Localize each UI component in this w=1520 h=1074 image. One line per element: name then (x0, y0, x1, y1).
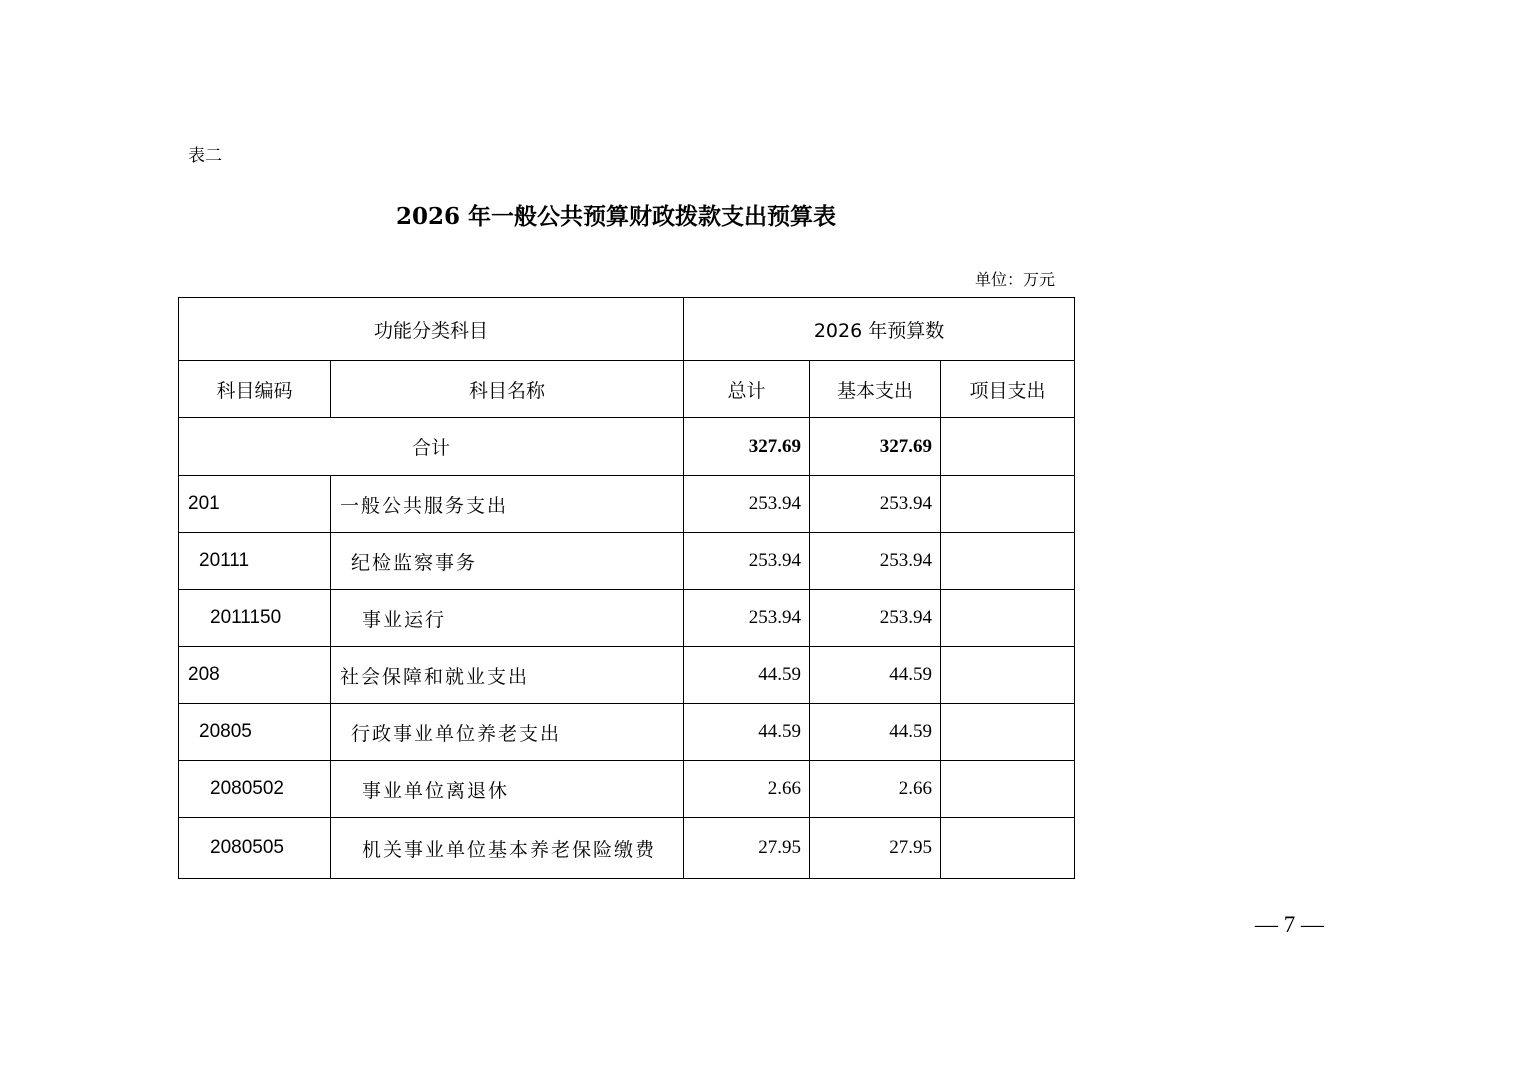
header-group-row (179, 298, 1075, 361)
table-row (179, 761, 1075, 818)
page-number: — 7 — (1255, 912, 1324, 937)
row-name: 事业单位离退休 (331, 761, 684, 818)
row-code: 20805 (179, 704, 331, 761)
row-project (941, 704, 1075, 761)
row-project (941, 476, 1075, 533)
row-total: 253.94 (684, 476, 810, 533)
row-project (941, 818, 1075, 879)
summary-total: 327.69 (684, 418, 810, 476)
row-name: 一般公共服务支出 (331, 476, 684, 533)
unit-note: 单位：万元 (975, 270, 1056, 289)
summary-project (941, 418, 1075, 476)
row-project (941, 590, 1075, 647)
summary-label: 合计 (179, 418, 684, 476)
header-row (179, 361, 1075, 418)
row-basic: 253.94 (810, 476, 941, 533)
row-basic: 253.94 (810, 590, 941, 647)
row-code: 208 (179, 647, 331, 704)
row-basic: 44.59 (810, 647, 941, 704)
row-name: 社会保障和就业支出 (331, 647, 684, 704)
header-code: 科目编码 (179, 361, 331, 418)
row-total: 44.59 (684, 704, 810, 761)
row-code: 20111 (179, 533, 331, 590)
row-total: 27.95 (684, 818, 810, 879)
row-name: 行政事业单位养老支出 (331, 704, 684, 761)
row-code: 201 (179, 476, 331, 533)
row-total: 253.94 (684, 590, 810, 647)
table-row (179, 704, 1075, 761)
row-basic: 44.59 (810, 704, 941, 761)
row-name: 事业运行 (331, 590, 684, 647)
row-code: 2080505 (179, 818, 331, 879)
row-basic: 253.94 (810, 533, 941, 590)
header-project: 项目支出 (941, 361, 1075, 418)
row-name: 机关事业单位基本养老保险缴费 (331, 818, 684, 879)
table-row (179, 818, 1075, 879)
budget-table (178, 297, 1075, 879)
row-basic: 2.66 (810, 761, 941, 818)
table-row (179, 590, 1075, 647)
row-project (941, 761, 1075, 818)
row-total: 2.66 (684, 761, 810, 818)
row-total: 44.59 (684, 647, 810, 704)
row-code: 2011150 (179, 590, 331, 647)
row-project (941, 647, 1075, 704)
row-code: 2080502 (179, 761, 331, 818)
table-label: 表二 (188, 146, 222, 166)
document-title: 2026 年一般公共预算财政拨款支出预算表 (396, 203, 837, 230)
header-basic: 基本支出 (810, 361, 941, 418)
row-total: 253.94 (684, 533, 810, 590)
row-project (941, 533, 1075, 590)
header-budget-group: 2026 年预算数 (684, 298, 1075, 361)
row-name: 纪检监察事务 (331, 533, 684, 590)
summary-row (179, 418, 1075, 476)
table-row (179, 647, 1075, 704)
header-category-group: 功能分类科目 (179, 298, 684, 361)
row-basic: 27.95 (810, 818, 941, 879)
header-name: 科目名称 (331, 361, 684, 418)
table-row (179, 533, 1075, 590)
header-total: 总计 (684, 361, 810, 418)
summary-basic: 327.69 (810, 418, 941, 476)
table-row (179, 476, 1075, 533)
